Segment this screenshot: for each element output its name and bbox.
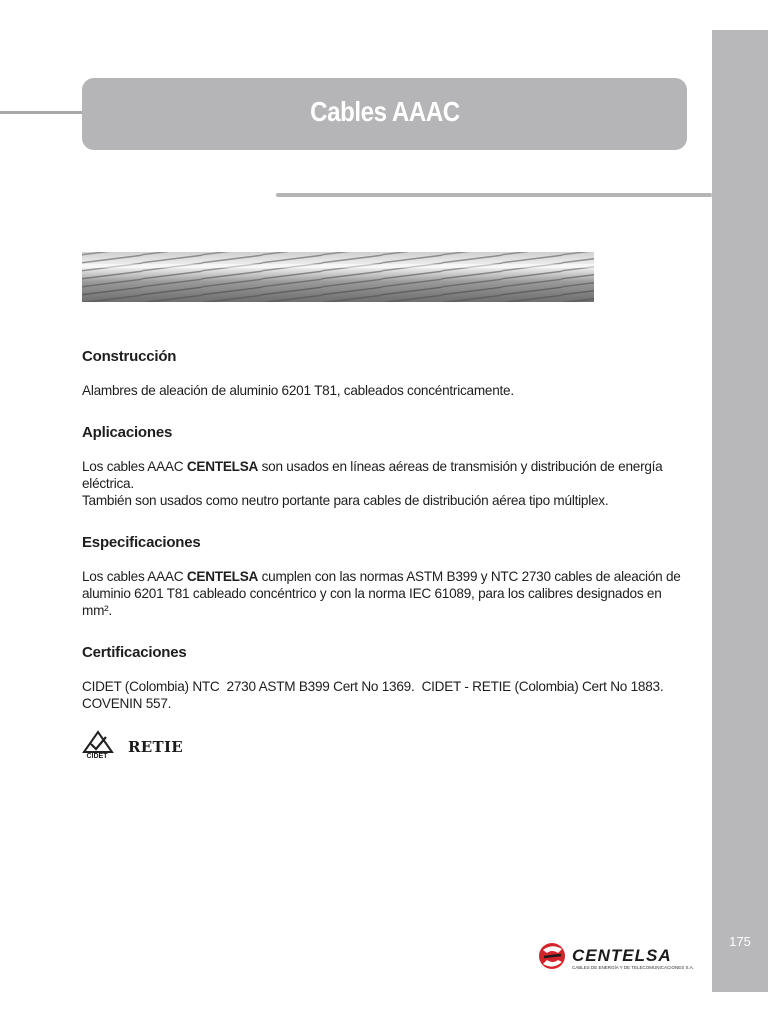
heading-especificaciones: Especificaciones (82, 534, 201, 551)
content (82, 348, 702, 737)
text-certificaciones: CIDET (Colombia) NTC 2730 ASTM B399 Cert No 1369. CIDET - RETIE (Colombia) Cert No 1883. COVENIN 557. (82, 679, 664, 711)
heading-aplicaciones: Aplicaciones (82, 424, 173, 441)
brand-name: CENTELSA (572, 946, 672, 965)
cable-image (82, 252, 594, 302)
decorative-rule-left (0, 111, 84, 114)
brand-tagline: CABLES DE ENERGÍA Y DE TELECOMUNICACIONES S.A. (572, 965, 695, 970)
heading-certificaciones: Certificaciones (82, 644, 187, 661)
heading-construccion: Construcción (82, 348, 177, 365)
text-construccion: Alambres de aleación de aluminio 6201 T81, cableados concéntricamente. (82, 383, 514, 398)
title-box (82, 78, 687, 150)
page-number: 175 (729, 934, 751, 949)
side-band (712, 30, 768, 992)
decorative-rule-right (276, 193, 712, 197)
certification-logos (82, 730, 202, 762)
text-especificaciones: Los cables AAAC CENTELSA cumplen con las normas ASTM B399 y NTC 2730 cables de aleación de aluminio 6201 T81 cableado concéntrico y con la norma IEC 61089, para los calibres designados en mm². (82, 569, 681, 618)
text-aplicaciones: Los cables AAAC CENTELSA son usados en líneas aéreas de transmisión y distribución de energía eléctrica. También son usados como neutro portante para cables de distribución aérea tipo múltiplex. (82, 459, 663, 508)
page-title: Cables AAAC (309, 96, 460, 127)
centelsa-logo-icon (538, 940, 568, 976)
cidet-label: CIDET (86, 753, 108, 760)
centelsa-brand (538, 940, 695, 976)
retie-label: RETIE (128, 738, 184, 756)
